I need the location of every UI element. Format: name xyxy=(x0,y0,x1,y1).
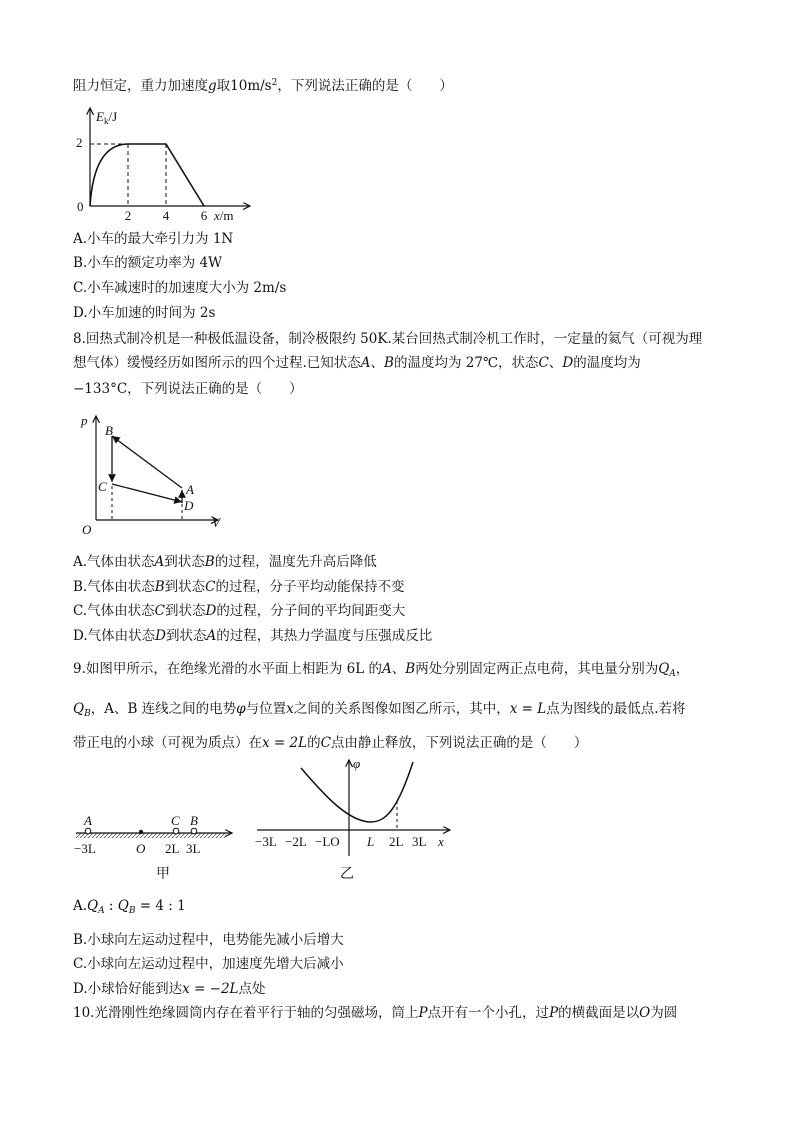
q9-QA-sub: A xyxy=(669,669,676,679)
ek-x-graph xyxy=(70,104,260,226)
q9-line3-a: 带正电的小球（可视为质点）在 xyxy=(73,735,262,751)
q9-line1-pre: 9.如图甲所示，在绝缘光滑的水平面上相距为 6L 的 xyxy=(73,661,383,677)
ball-C xyxy=(173,828,179,834)
yi-caption: 乙 xyxy=(340,867,354,882)
q9-option-b: B.小球向左运动过程中，电势能先减小后增大 xyxy=(73,932,344,948)
pv-label-C: C xyxy=(98,479,107,494)
pv-label-B: B xyxy=(105,423,113,438)
q9-line2-d: 点为图线的最低点.若将 xyxy=(546,701,686,717)
q7-option-c: C.小车减速时的加速度大小为 2m/s xyxy=(73,280,287,296)
q9-d-pre: D.小球恰好能到达 xyxy=(73,981,183,997)
q8-b-mid: 到状态 xyxy=(164,579,206,595)
q8-line2-e: 的温度均为 xyxy=(573,355,641,371)
q7-intro-prefix: 阻力恒定，重力加速度 xyxy=(73,78,208,94)
g-value: 10m/s xyxy=(230,78,272,94)
potential-curve xyxy=(301,762,413,822)
q9-point-B: B xyxy=(405,661,416,677)
q8-a-post: 的过程，温度先升高后降低 xyxy=(214,554,377,570)
q9-point-C: C xyxy=(320,735,331,751)
ek-xtick-6: 6 xyxy=(200,208,208,223)
yi-x-label: x xyxy=(438,834,444,849)
q8-c-s1: C xyxy=(154,603,165,619)
q9-a-colon: : xyxy=(104,898,118,914)
q8-option-b xyxy=(73,578,404,596)
pv-origin: O xyxy=(82,522,92,536)
ek-origin: 0 xyxy=(77,199,84,214)
q8-b-post: 的过程，分子平均动能保持不变 xyxy=(215,579,405,595)
jia-label-A: A xyxy=(84,813,92,828)
q9-a-QA-sub: A xyxy=(98,906,105,916)
q8-a-mid: 到状态 xyxy=(164,554,205,570)
q7-option-a: A.小车的最大牵引力为 1N xyxy=(73,231,234,247)
q10-P2: P xyxy=(549,1005,559,1021)
pv-graph xyxy=(72,410,242,536)
q8-c-post: 的过程，分子间的平均间距变大 xyxy=(216,603,406,619)
q9-a-pre: A. xyxy=(73,898,88,914)
q9-line1-mid: 、 xyxy=(391,661,406,677)
q9-d-eq: x = −2L xyxy=(182,981,239,997)
q10-post: 为圆 xyxy=(650,1005,678,1021)
q8-d-s1: D xyxy=(155,628,166,644)
q8-d-mid: 到状态 xyxy=(165,628,207,644)
q9-x-eq-L: x = L xyxy=(509,701,547,717)
q8-c-s2: D xyxy=(205,603,217,619)
q8-line2-d: 、 xyxy=(548,355,563,371)
q7-intro-suffix: ，下列说法正确的是（ ） xyxy=(277,78,453,94)
q8-state-B: B xyxy=(384,355,394,371)
yi-tick-2L: 2L xyxy=(389,834,404,849)
pv-label-A: A xyxy=(186,482,194,497)
jia-tick-2L: 2L xyxy=(165,841,180,856)
jia-tick-m3L: −3L xyxy=(74,841,96,856)
q9-line3-b: 的 xyxy=(307,735,321,751)
yi-tick-m2L: −2L xyxy=(285,834,307,849)
q9-QB-sub: B xyxy=(84,709,91,719)
charge-A xyxy=(85,828,91,834)
q9-a-val: = 4 : 1 xyxy=(135,898,186,914)
q9-option-c: C.小球向左运动过程中，加速度先增大后减小 xyxy=(73,956,344,972)
q9-a-QB-sub: B xyxy=(128,906,136,916)
q8-a-s2: B xyxy=(204,554,215,570)
q8-line1: 8.回热式制冷机是一种极低温设备，制冷极限约 50K.某台回热式制冷机工作时，一定量的氦气（可视为理 xyxy=(73,331,703,347)
yi-tick-m3L: −3L xyxy=(255,834,277,849)
ek-xtick-4: 4 xyxy=(162,208,170,223)
ek-ylabel: $E_k/J$ xyxy=(96,109,118,126)
q10-line1 xyxy=(73,1004,677,1022)
q8-option-a xyxy=(73,553,377,571)
q10-mid2: 的横截面是以 xyxy=(558,1005,640,1021)
q8-line3: −133°C，下列说法正确的是（ ） xyxy=(73,381,303,397)
q8-state-A: A xyxy=(360,355,371,371)
q8-b-s2: C xyxy=(205,579,216,595)
q8-state-D: D xyxy=(562,355,574,371)
q9-phi: φ xyxy=(236,701,246,717)
q9-line1 xyxy=(73,660,689,683)
charge-B xyxy=(191,828,197,834)
q7-option-d: D.小车加速的时间为 2s xyxy=(73,305,216,321)
jia-caption: 甲 xyxy=(156,867,170,882)
jia-label-B: B xyxy=(190,813,198,828)
process-a-to-b xyxy=(112,436,182,488)
q9-line2-c: 之间的关系图像如图乙所示，其中， xyxy=(293,701,510,717)
process-c-to-d xyxy=(112,484,182,502)
jia-tick-O: O xyxy=(136,841,146,856)
q8-d-s2: A xyxy=(206,628,217,644)
fig-jia xyxy=(70,808,245,883)
q9-d-post: 点处 xyxy=(238,981,266,997)
q9-a-QB: Q xyxy=(117,898,129,914)
yi-phi-label: φ xyxy=(353,756,361,771)
q8-d-post: 的过程，其热力学温度与压强成反比 xyxy=(216,628,433,644)
g-symbol: g xyxy=(208,78,217,94)
q9-line2-a: ，A、B 连线之间的电势 xyxy=(90,701,237,717)
yi-tick-mLO: −LO xyxy=(315,834,340,849)
q10-mid: 点开有一个小孔，过 xyxy=(427,1005,550,1021)
ek-xtick-2: 2 xyxy=(124,208,132,223)
q8-c-pre: C.气体由状态 xyxy=(73,603,155,619)
q10-P1: P xyxy=(418,1005,428,1021)
q8-b-s1: B xyxy=(154,579,165,595)
fig-yi xyxy=(255,756,455,884)
q9-point-A: A xyxy=(382,661,392,677)
q9-line2-b: 与位置 xyxy=(245,701,287,717)
q9-line2 xyxy=(73,700,686,723)
yi-tick-3L: 3L xyxy=(412,834,427,849)
pv-v-label: V xyxy=(212,515,220,530)
q10-pre: 10.光滑刚性绝缘圆筒内存在着平行于轴的匀强磁场，筒上 xyxy=(73,1005,419,1021)
yi-tick-L: L xyxy=(367,834,375,849)
q9-option-a xyxy=(73,897,186,920)
ek-xlabel: x/m xyxy=(214,208,234,223)
q9-option-d xyxy=(73,980,266,998)
q9-QB: Q xyxy=(73,701,85,717)
q8-line2-a: 想气体）缓慢经历如图所示的四个过程.已知状态 xyxy=(73,355,361,371)
q10-O: O xyxy=(639,1005,651,1021)
q7-intro xyxy=(73,74,453,95)
jia-tick-3L: 3L xyxy=(186,841,201,856)
q8-line2-c: 的温度均为 27℃，状态 xyxy=(393,355,539,371)
q8-d-pre: D.气体由状态 xyxy=(73,628,156,644)
q9-x: x xyxy=(286,701,294,717)
q8-line2 xyxy=(73,354,641,372)
g-exp: 2 xyxy=(271,78,278,88)
q8-line2-b: 、 xyxy=(370,355,385,371)
jia-label-C: C xyxy=(171,813,180,828)
q8-a-pre: A.气体由状态 xyxy=(73,554,155,570)
ek-curve xyxy=(90,144,204,206)
q7-option-b: B.小车的额定功率为 4W xyxy=(73,255,222,271)
q9-line3 xyxy=(73,734,587,752)
ek-ytick-2: 2 xyxy=(76,135,83,150)
q9-line1-post: 两处分别固定两正点电荷，其电量分别为 xyxy=(415,661,659,677)
q8-option-c xyxy=(73,602,405,620)
q9-a-QA: Q xyxy=(87,898,99,914)
q8-c-mid: 到状态 xyxy=(164,603,206,619)
q9-comma: ， xyxy=(675,661,690,677)
q9-QA: Q xyxy=(658,661,670,677)
pv-label-D: D xyxy=(184,498,194,513)
q8-state-C: C xyxy=(538,355,549,371)
q9-x-eq-2L: x = 2L xyxy=(262,735,308,751)
q9-line3-c: 点由静止释放，下列说法正确的是（ ） xyxy=(330,735,588,751)
pv-p-label: p xyxy=(81,413,88,428)
ground-hatch xyxy=(76,833,226,838)
q8-a-s1: A xyxy=(154,554,165,570)
origin-dot xyxy=(139,830,143,834)
q7-take: 取 xyxy=(216,78,231,94)
q8-b-pre: B.气体由状态 xyxy=(73,579,155,595)
q8-option-d xyxy=(73,627,432,645)
